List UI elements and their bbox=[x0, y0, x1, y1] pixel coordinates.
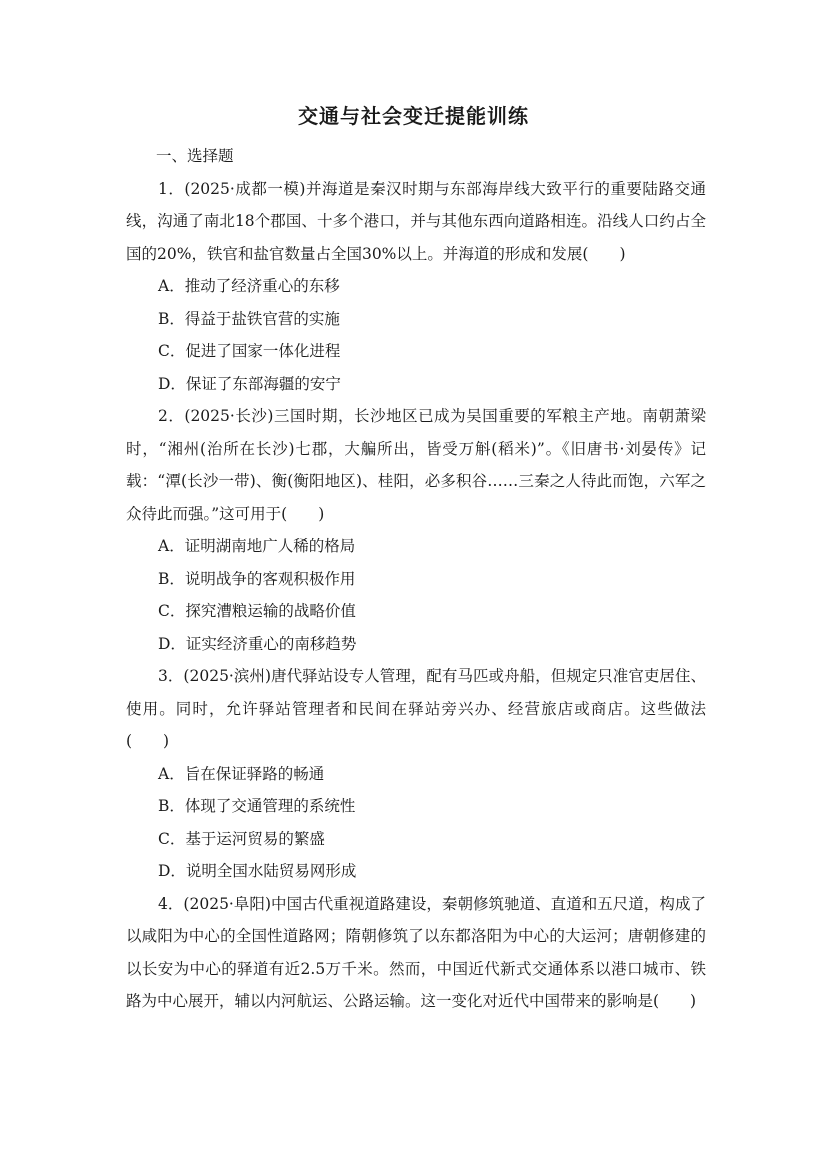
option-a: A．推动了经济重心的东移 bbox=[158, 277, 340, 295]
option-d: D．保证了东部海疆的安宁 bbox=[158, 374, 341, 393]
question-1 bbox=[126, 173, 706, 401]
option-d: D．证实经济重心的南移趋势 bbox=[158, 634, 357, 653]
option-c: C．促进了国家一体化进程 bbox=[158, 342, 341, 360]
option-a: A．证明湖南地广人稀的格局 bbox=[158, 537, 356, 555]
option-b: B．体现了交通管理的系统性 bbox=[158, 797, 356, 815]
question-2 bbox=[126, 400, 706, 660]
question-stem: 1．(2025·成都一模)并海道是秦汉时期与东部海岸线大致平行的重要陆路交通线，沟通了南北18个郡国、十多个港口，并与其他东西向道路相连。沿线人口约占全国的20%，铁官和盐官数量占全国30%以上。并海道的形成和发展( ) bbox=[126, 179, 706, 263]
option-b: B．说明战争的客观积极作用 bbox=[158, 569, 356, 588]
question-stem: 2．(2025·长沙)三国时期，长沙地区已成为吴国重要的军粮主产地。南朝萧梁时，“湘州(治所在长沙)七郡，大艑所出，皆受万斛(稻米)”。《旧唐书·刘晏传》记载：“潭(长沙一带)、衡(衡阳地区)、桂阳，必多积谷……三秦之人待此而饱，六军之众待此而强。”这可用于( ) bbox=[126, 407, 706, 523]
question-stem: 3．(2025·滨州)唐代驿站设专人管理，配有马匹或舟船，但规定只准官吏居住、使用。同时，允许驿站管理者和民间在驿站旁兴办、经营旅店或商店。这些做法( ) bbox=[126, 667, 706, 750]
option-c: C．基于运河贸易的繁盛 bbox=[158, 829, 325, 848]
option-c: C．探究漕粮运输的战略价值 bbox=[158, 602, 356, 620]
option-a: A．旨在保证驿路的畅通 bbox=[158, 764, 325, 783]
question-3 bbox=[126, 660, 706, 888]
page-title: 交通与社会变迁提能训练 bbox=[298, 104, 529, 128]
option-d: D．说明全国水陆贸易网形成 bbox=[158, 862, 357, 880]
question-4 bbox=[126, 888, 706, 1018]
option-b: B．得益于盐铁官营的实施 bbox=[158, 309, 340, 328]
question-stem: 4．(2025·阜阳)中国古代重视道路建设，秦朝修筑驰道、直道和五尺道，构成了以咸阳为中心的全国性道路网；隋朝修筑了以东都洛阳为中心的大运河；唐朝修建的以长安为中心的驿道有近2.5万千米。然而，中国近代新式交通体系以港口城市、铁路为中心展开，辅以内河航运、公路运输。这一变化对近代中国带来的影响是( ) bbox=[126, 894, 706, 1010]
section-heading: 一、选择题 bbox=[156, 147, 234, 165]
question-list bbox=[126, 140, 706, 1018]
